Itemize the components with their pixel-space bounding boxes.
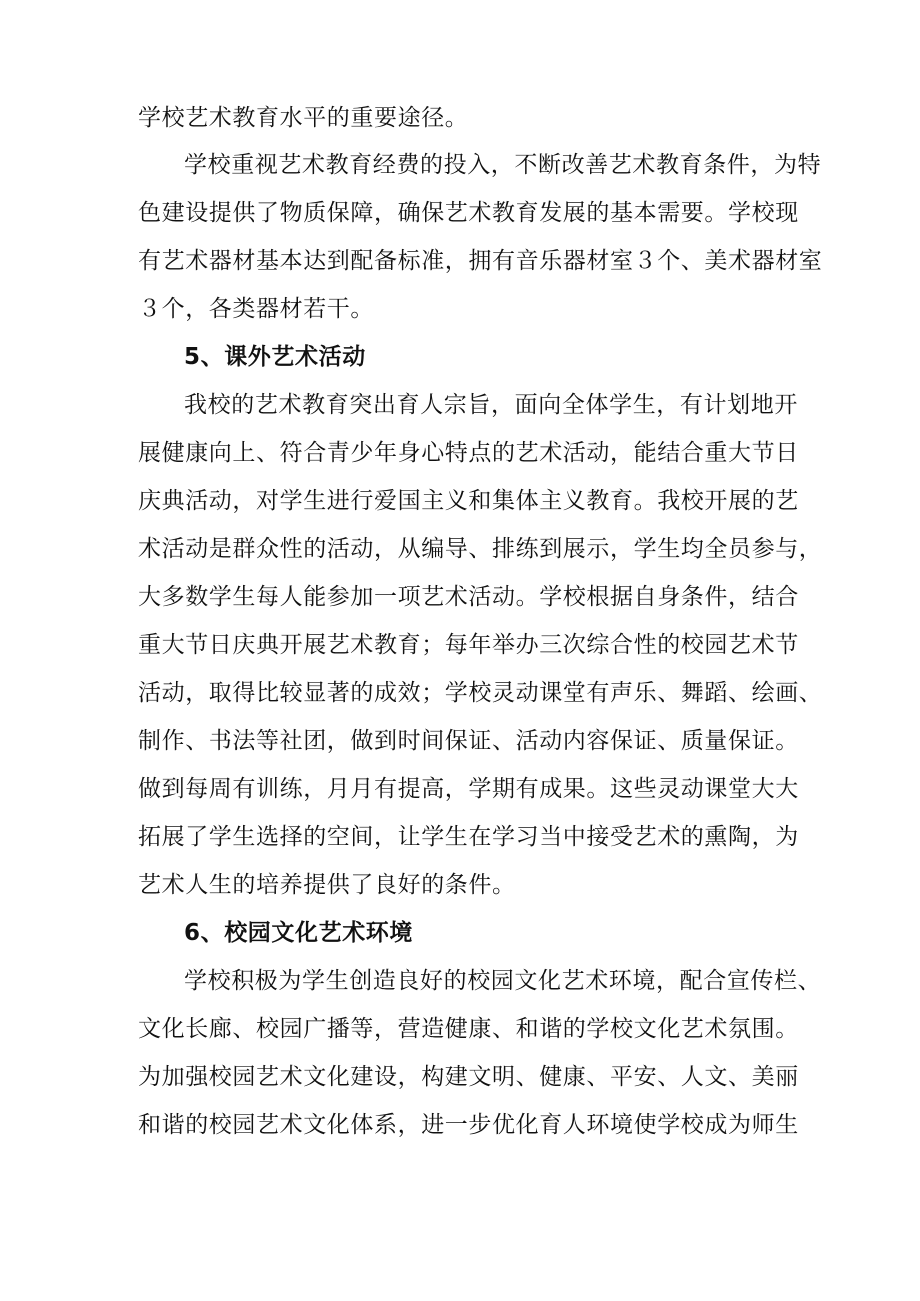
paragraph-3-line-8: 制作、书法等社团，做到时间保证、活动内容保证、质量保证。 — [138, 728, 799, 754]
paragraph-3-line-3: 庆典活动，对学生进行爱国主义和集体主义教育。我校开展的艺 — [138, 488, 799, 514]
section-heading-5: 5、课外艺术活动 — [184, 344, 366, 370]
paragraph-3-line-2: 展健康向上、符合青少年身心特点的艺术活动，能结合重大节日 — [138, 440, 799, 466]
paragraph-2-line-1: 学校重视艺术教育经费的投入，不断改善艺术教育条件，为特 — [184, 152, 822, 178]
paragraph-4-line-2: 文化长廊、校园广播等，营造健康、和谐的学校文化艺术氛围。 — [138, 1016, 799, 1042]
paragraph-4-line-1: 学校积极为学生创造良好的校园文化艺术环境，配合宣传栏、 — [184, 968, 822, 994]
paragraph-3-line-1: 我校的艺术教育突出育人宗旨，面向全体学生，有计划地开 — [184, 392, 798, 418]
paragraph-3-line-4: 术活动是群众性的活动，从编导、排练到展示，学生均全员参与， — [138, 536, 823, 562]
paragraph-3-line-9: 做到每周有训练，月月有提高，学期有成果。这些灵动课堂大大 — [138, 776, 799, 802]
section-heading-6: 6、校园文化艺术环境 — [184, 920, 414, 946]
paragraph-3-line-5: 大多数学生每人能参加一项艺术活动。学校根据自身条件，结合 — [138, 584, 799, 610]
paragraph-4-line-3: 为加强校园艺术文化建设，构建文明、健康、平安、人文、美丽 — [138, 1064, 799, 1090]
paragraph-1-line-1: 学校艺术教育水平的重要途径。 — [138, 105, 469, 131]
paragraph-3-line-11: 艺术人生的培养提供了良好的条件。 — [138, 872, 516, 898]
paragraph-3-line-6: 重大节日庆典开展艺术教育；每年举办三次综合性的校园艺术节 — [138, 632, 799, 658]
paragraph-2-line-3: 有艺术器材基本达到配备标准，拥有音乐器材室３个、美术器材室 — [138, 248, 823, 274]
paragraph-3-line-10: 拓展了学生选择的空间，让学生在学习当中接受艺术的熏陶，为 — [138, 824, 799, 850]
paragraph-2-line-4: ３个，各类器材若干。 — [138, 296, 374, 322]
paragraph-3-line-7: 活动，取得比较显著的成效；学校灵动课堂有声乐、舞蹈、绘画、 — [138, 680, 823, 706]
paragraph-2-line-2: 色建设提供了物质保障，确保艺术教育发展的基本需要。学校现 — [138, 200, 799, 226]
paragraph-4-line-4: 和谐的校园艺术文化体系，进一步优化育人环境使学校成为师生 — [138, 1112, 799, 1138]
